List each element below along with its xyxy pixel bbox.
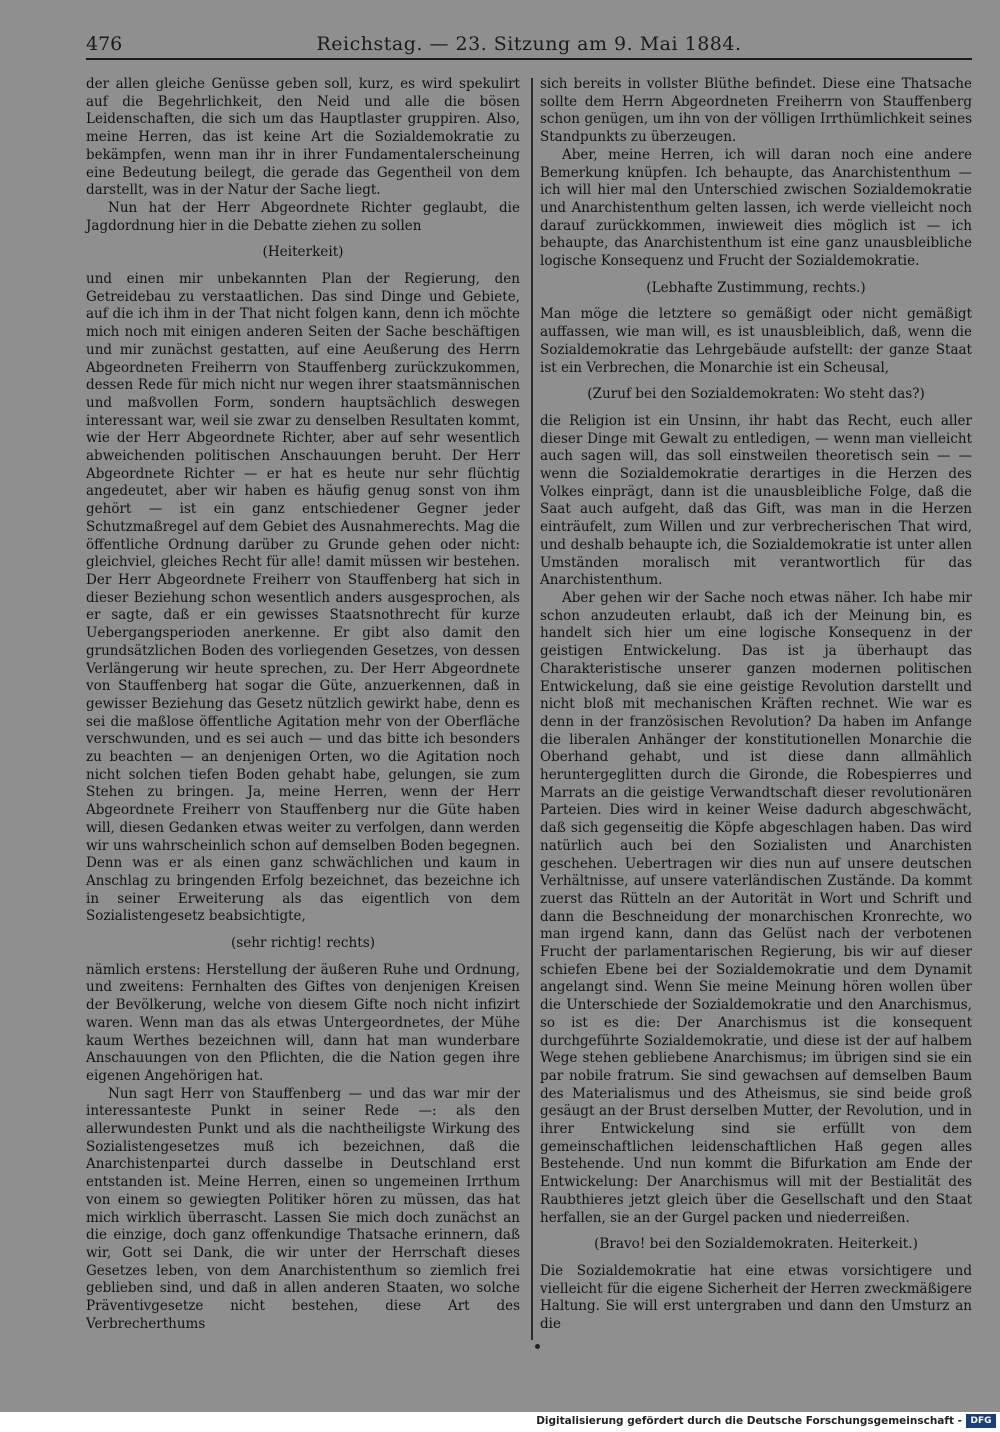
- page-number: 476: [86, 33, 123, 55]
- interjection: (Bravo! bei den Sozialdemokraten. Heiterkeit.): [594, 1236, 918, 1253]
- running-header: [86, 32, 972, 56]
- paragraph: Die Sozialdemokratie hat eine etwas vorsichtigere und vielleicht für die eigene Sicherheit der Herren zweckmäßigere Haltung. Sie will erst untergraben und dann den Umsturz an die: [540, 1263, 972, 1333]
- interjection: (sehr richtig! rechts): [230, 935, 376, 952]
- paragraph: Man möge die letztere so gemäßigt oder nicht gemäßigt auffassen, wie man will, es ist unausbleiblich, daß, wenn die Sozialdemokratie das Lehrgebäude aufstellt: der ganze Staat ist ein Verbrechen, die Monarchie ist ein Scheusal,: [540, 306, 972, 376]
- paragraph: Aber gehen wir der Sache noch etwas näher. Ich habe mir schon anzudeuten erlaubt, daß ich der Meinung bin, es handelt sich hier um eine logische Konsequenz in der geistigen Entwickelung. Das ist ja überhaupt das Charakteristische unserer ganzen modernen politischen Entwickelung, daß sie eine geistige Revolution darstellt und nicht bloß mit mechanischen Kräften rechnet. Wie war es denn in der französischen Revolution? Da haben im Anfange die liberalen Anhänger der konstitutionellen Monarchie die Oberhand gehabt, und ist diese dann allmählich heruntergeglitten durch die Gironde, die Robespierres und Marrats an die geistige Verwandtschaft dieser revolutionären Parteien. Dies wird in keiner Weise dadurch abgeschwächt, daß sich gegenseitig die Köpfe abgeschlagen haben. Das wird natürlich auch bei den Sozialisten und Anarchisten geschehen. Uebertragen wir dies nun auf unsere deutschen Verhältnisse, auf unsere vaterländischen Zustände. Da kommt zuerst das Rütteln an der Autorität in Wort und Schrift und dann die Beschneidung der monarchischen Kronrechte, wo man irgend kann, dann das Gelüst nach der verbotenen Frucht der parlamentarischen Regierung, bis wir auf dieser schiefen Ebene bei der Sozialdemokratie und dem Dynamit angelangt sind. Wenn Sie meine Meinung hören wollen über die Unterschiede der Sozialdemokratie und den Anarchismus, so ist es die: Der Anarchismus ist die konsequent durchgeführte Sozialdemokratie, und diese ist der auf halbem Wege stehen gebliebene Anarchismus; im übrigen sind sie ein par nobile fratrum. Sie sind gewachsen auf demselben Baum des Materialismus und des Atheismus, sie sind beide groß gesäugt an der Brust derselben Mutter, der Revolution, und in ihrer Entwickelung sind sie erfüllt von dem gemeinschaftlichen leidenschaftlichen Haß gegen alles Bestehende. Und nun kommt die Bifurkation am Ende der Entwickelung: Der Anarchismus will mit der Bestialität des Raubthieres jetzt gleich über die Gesellschaft und den Staat herfallen, sie an der Gurgel packen und niederreißen.: [540, 589, 972, 1226]
- paragraph: nämlich erstens: Herstellung der äußeren Ruhe und Ordnung, und zweitens: Fernhalten des Giftes von denjenigen Kreisen der Bevölkerung, welche von diesem Gifte noch nicht infizirt waren. Wenn man das als etwas Untergeordnetes, der Mühe kaum Werthes bezeichnen will, dann hat man wunderbare Anschauungen von den Pflichten, die die Nation gegen ihre eigenen Angehörigen hat.: [86, 961, 520, 1084]
- paragraph: und einen mir unbekannten Plan der Regierung, den Getreidebau zu verstaatlichen. Das sind Dinge und Gebiete, auf die ich ihm in der That nicht folgen kann, denn ich möchte mich noch mit einigen anderen Seiten der Sache beschäftigen und mir zunächst gestatten, auf eine Aeußerung des Herrn Abgeordneten Freiherrn von Stauffenberg zurückzukommen, dessen Rede für mich nicht nur wegen ihrer staatsmännischen und maßvollen Form, sondern hauptsächlich deswegen interessant war, weil sie zwar zu denselben Resultaten kommt, wie der Herr Abgeordnete Richter, aber auf sehr wesentlich abweichenden politischen Anschauungen beruht. Der Herr Abgeordnete Richter — er hat es heute nur sehr flüchtig angedeutet, aber wir haben es häufig genug sonst von ihm gehört — ist ein ganz entschiedener Gegner jeder Schutzmaßregel auf dem Gebiet des Ausnahmerechts. Mag die öffentliche Ordnung darüber zu Grunde gehen oder nicht: gleichviel, gleiches Recht für alle! damit müssen wir bestehen. Der Herr Abgeordnete Freiherr von Stauffenberg hat sich in dieser Beziehung schon wesentlich anders ausgesprochen, als er sagte, daß er ein gewisses Staatsnothrecht für kurze Uebergangsperioden anerkenne. Er gibt also damit den grundsätzlichen Boden des vorliegenden Gesetzes, von dessen Verlängerung wir heute sprechen, zu. Der Herr Abgeordnete von Stauffenberg hat sogar die Güte, anzuerkennen, daß in gewisser Beziehung das Gesetz nützlich gewirkt habe, denn es sei die maßlose öffentliche Agitation mehr von der Oberfläche verschwunden, und es sei auch — und das bitte ich besonders zu beachten — an denjenigen Orten, wo die Agitation noch nicht solchen tiefen Boden gehabt habe, gelungen, sie zum Stehen zu bringen. Ja, meine Herren, wenn der Herr Abgeordnete Freiherr von Stauffenberg nur die Güte haben will, diesen Gedanken etwas weiter zu verfolgen, dann werden wir uns wahrscheinlich schon auf demselben Boden begegnen. Denn was er als einen ganz schwächlichen und kaum in Anschlag zu bringenden Erfolg bezeichnet, das bezeichne ich in seiner Erweiterung als das eigentlich von dem Sozialistengesetz beabsichtigte,: [86, 271, 520, 925]
- paragraph: der allen gleiche Genüsse geben soll, kurz, es wird spekulirt auf die Begehrlichkeit, den Neid und alle die bösen Leidenschaften, die sich um das Hauptlaster gruppiren. Also, meine Herren, das ist keine Art die Sozialdemokratie zu bekämpfen, wenn man ihr in ihrer Fundamentalerscheinung eine Bedeutung beilegt, die gerade das Gegentheil von dem darstellt, was in der Natur der Sache liegt.: [86, 76, 520, 199]
- running-title: Reichstag. — 23. Sitzung am 9. Mai 1884.: [316, 33, 742, 55]
- dfg-logo: DFG: [966, 1414, 996, 1428]
- paragraph: Nun hat der Herr Abgeordnete Richter geglaubt, die Jagdordnung hier in die Debatte ziehen zu sollen: [86, 199, 520, 234]
- interjection: (Zuruf bei den Sozialdemokraten: Wo steht das?): [587, 386, 925, 403]
- interjection: (Lebhafte Zustimmung, rechts.): [646, 279, 866, 296]
- interjection: (Heiterkeit): [262, 244, 344, 261]
- footer-bar: [0, 1412, 1000, 1432]
- paragraph: sich bereits in vollster Blüthe befindet. Diese eine Thatsache sollte dem Herrn Abgeordneten Freiherrn von Stauffenberg schon genügen, um ihn von der völligen Irrthümlichkeit seines Standpunkts zu überzeugen.: [540, 76, 972, 146]
- funding-notice: Digitalisierung gefördert durch die Deutsche Forschungsgemeinschaft -: [536, 1415, 962, 1427]
- left-column: [86, 76, 520, 1334]
- header-rule: [86, 58, 972, 60]
- paragraph: Aber, meine Herren, ich will daran noch eine andere Bemerkung knüpfen. Ich behaupte, das Anarchistenthum — ich will hier mal den Unterschied zwischen Sozialdemokratie und Anarchistenthum gelten lassen, ich werde vielleicht noch darauf zurückkommen, inwieweit dies möglich ist — ich behaupte, das Anarchistenthum ist eine ganz unausbleibliche logische Konsequenz und Frucht der Sozialdemokratie.: [540, 146, 972, 270]
- page-mark-dot: [535, 1344, 540, 1349]
- right-column: [540, 76, 972, 1334]
- column-divider: [531, 78, 533, 1340]
- paragraph: die Religion ist ein Unsinn, ihr habt das Recht, euch aller dieser Dinge mit Gewalt zu entledigen, — wenn man vielleicht auch sagen will, das soll einstweilen theoretisch sein — — wenn die Sozialdemokratie derartiges in die Herzen des Volkes einprägt, dann ist die unausbleibliche Folge, daß die Saat auch aufgeht, daß das Gift, was man in die Herzen einträufelt, zum Willen und zur verbrecherischen That wird, und deshalb behaupte ich, die Sozialdemokratie ist unter allen Umständen moralisch mit verantwortlich für das Anarchistenthum.: [540, 412, 972, 589]
- paragraph: Nun sagt Herr von Stauffenberg — und das war mir der interessanteste Punkt in seiner Rede —: als den allerwundesten Punkt und als die nachtheiligste Wirkung des Sozialistengesetzes muß ich bezeichnen, daß die Anarchistenpartei durch dasselbe in Deutschland erst entstanden ist. Meine Herren, einen so ungemeinen Irrthum von einem so gewiegten Politiker hören zu müssen, das hat mich wirklich überrascht. Lassen Sie mich doch zunächst an die einzige, doch ganz offenkundige Thatsache erinnern, daß wir, Gott sei Dank, die wir unter der Herrschaft dieses Gesetzes leben, von dem Anarchistenthum so ziemlich frei geblieben sind, und daß in allen anderen Staaten, wo solche Präventivgesetze nicht bestehen, diese Art des Verbrecherthums: [86, 1085, 520, 1332]
